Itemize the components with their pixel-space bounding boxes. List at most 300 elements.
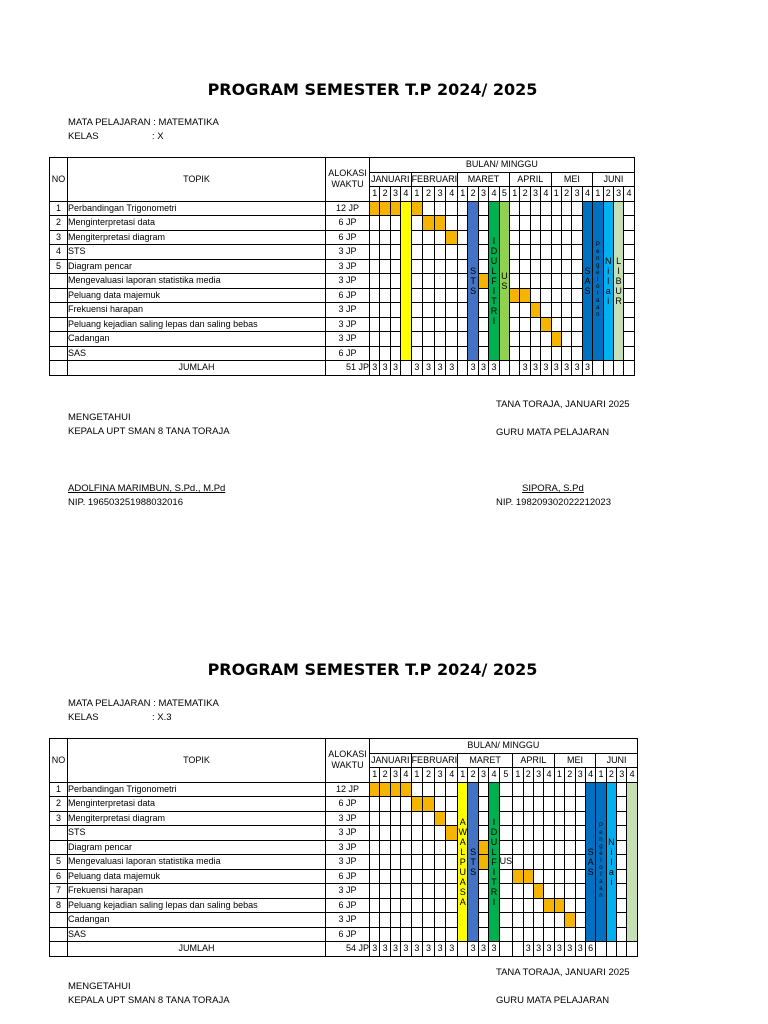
libur-column: L I B U R: [613, 201, 623, 361]
schedule-cell: [499, 898, 513, 913]
week-header: 4: [541, 187, 551, 202]
month-header: MEI: [551, 172, 593, 187]
mata-pelajaran: MATA PELAJARAN : MATEMATIKA: [68, 117, 219, 128]
table-row: [50, 811, 638, 826]
schedule-cell: [561, 201, 571, 216]
week-header: 3: [434, 187, 446, 202]
schedule-cell: [575, 898, 585, 913]
row-no: 3: [50, 811, 68, 826]
schedule-cell: [544, 826, 554, 841]
jumlah-cell: 3: [370, 942, 380, 957]
schedule-cell: [380, 346, 390, 361]
idulfitri-column: I D U L F I T R I: [489, 782, 499, 942]
week-header: 2: [423, 187, 435, 202]
jumlah-row: [50, 361, 635, 376]
table-cell: [596, 942, 606, 957]
page-title-2: PROGRAM SEMESTER T.P 2024/ 2025: [207, 660, 538, 679]
schedule-cell: [523, 927, 533, 942]
schedule-cell: [541, 317, 551, 332]
row-topik: SAS: [68, 346, 326, 361]
schedule-cell: [390, 826, 400, 841]
schedule-cell: [411, 317, 423, 332]
schedule-cell: [523, 913, 533, 928]
schedule-cell: [370, 346, 380, 361]
schedule-cell: [624, 245, 634, 260]
schedule-cell: [541, 288, 551, 303]
schedule-cell: [434, 869, 446, 884]
schedule-cell: [458, 216, 468, 231]
row-alokasi: 3 JP: [326, 332, 370, 347]
schedule-cell: [380, 884, 390, 899]
schedule-cell: [370, 317, 380, 332]
schedule-cell: [478, 797, 488, 812]
schedule-cell: [513, 826, 523, 841]
schedule-cell: [554, 884, 564, 899]
row-topik: Frekuensi harapan: [68, 303, 326, 318]
week-header: 4: [624, 187, 634, 202]
row-topik: Frekuensi harapan: [68, 884, 326, 899]
schedule-cell: [554, 840, 564, 855]
schedule-cell: [510, 346, 520, 361]
schedule-cell: [575, 826, 585, 841]
schedule-cell: [575, 855, 585, 870]
schedule-cell: [390, 884, 400, 899]
schedule-cell: [551, 288, 561, 303]
row-topik: Mengiterpretasi diagram: [68, 811, 326, 826]
week-header: 1: [554, 768, 564, 783]
schedule-cell: [520, 332, 530, 347]
schedule-cell: [510, 216, 520, 231]
schedule-cell: [499, 797, 513, 812]
schedule-cell: [380, 332, 390, 347]
pengelolaan-column: P e n g e l o l a a n: [596, 782, 606, 942]
week-header: 2: [520, 187, 530, 202]
schedule-cell: [554, 913, 564, 928]
schedule-cell: [446, 782, 458, 797]
schedule-cell: [380, 826, 390, 841]
row-no: 2: [50, 797, 68, 812]
schedule-cell: [510, 288, 520, 303]
table-row: [50, 216, 635, 231]
schedule-cell: [565, 913, 575, 928]
schedule-cell: [510, 230, 520, 245]
schedule-cell: [434, 782, 446, 797]
schedule-cell: [370, 797, 380, 812]
schedule-cell: [520, 346, 530, 361]
jumlah-cell: 3: [411, 942, 423, 957]
month-header: MARET: [458, 753, 513, 768]
row-topik: Menginterpretasi data: [68, 797, 326, 812]
schedule-cell: [544, 927, 554, 942]
schedule-cell: [390, 346, 400, 361]
schedule-cell: [499, 782, 513, 797]
schedule-cell: [617, 913, 627, 928]
schedule-cell: [530, 317, 540, 332]
week-header: 3: [478, 187, 488, 202]
table-cell: [50, 942, 68, 957]
week-header: 4: [585, 768, 595, 783]
week-header: 2: [423, 768, 435, 783]
schedule-cell: [434, 927, 446, 942]
schedule-cell: [478, 201, 488, 216]
schedule-cell: [530, 303, 540, 318]
row-alokasi: 3 JP: [326, 855, 370, 870]
row-alokasi: 3 JP: [326, 840, 370, 855]
schedule-cell: [458, 317, 468, 332]
schedule-cell: [411, 274, 423, 289]
nilai-column: N i l a i: [603, 201, 613, 361]
month-header: FEBRUARI: [411, 753, 458, 768]
week-header: 3: [390, 187, 400, 202]
jumlah-cell: [499, 942, 513, 957]
jumlah-cell: 3: [489, 361, 499, 376]
jumlah-cell: 3: [551, 361, 561, 376]
jumlah-cell: [510, 361, 520, 376]
jumlah-cell: 3: [572, 361, 582, 376]
col-no-header: NO: [50, 739, 68, 783]
schedule-cell: [530, 274, 540, 289]
table-row: [50, 898, 638, 913]
schedule-cell: [423, 898, 435, 913]
schedule-cell: [446, 855, 458, 870]
schedule-cell: [390, 855, 400, 870]
schedule-cell: [523, 826, 533, 841]
schedule-cell: [458, 288, 468, 303]
schedule-cell: [544, 782, 554, 797]
schedule-cell: [370, 840, 380, 855]
schedule-cell: [446, 797, 458, 812]
signature-left: MENGETAHUI KEPALA UPT SMAN 8 TANA TORAJA: [68, 412, 230, 437]
schedule-cell: [513, 884, 523, 899]
week-header: 1: [370, 187, 380, 202]
schedule-cell: [478, 913, 488, 928]
page-title: PROGRAM SEMESTER T.P 2024/ 2025: [207, 80, 538, 99]
schedule-cell: [446, 230, 458, 245]
schedule-cell: [390, 259, 400, 274]
row-topik: Cadangan: [68, 913, 326, 928]
schedule-cell: [446, 288, 458, 303]
schedule-cell: [458, 274, 468, 289]
schedule-cell: [478, 811, 488, 826]
row-topik: Mengevaluasi laporan statistika media: [68, 855, 326, 870]
table-row: [50, 259, 635, 274]
table-row: [50, 303, 635, 318]
month-header: MEI: [554, 753, 596, 768]
schedule-cell: [411, 840, 423, 855]
schedule-cell: [370, 782, 380, 797]
col-alokasi-header: ALOKASI WAKTU: [326, 158, 370, 202]
schedule-cell: [530, 216, 540, 231]
row-no: [50, 288, 68, 303]
schedule-cell: [554, 811, 564, 826]
schedule-cell: [544, 811, 554, 826]
schedule-cell: [401, 797, 411, 812]
schedule-cell: [520, 230, 530, 245]
schedule-cell: [401, 782, 411, 797]
jumlah-cell: 6: [585, 942, 595, 957]
schedule-cell: [478, 869, 488, 884]
jumlah-cell: 3: [423, 361, 435, 376]
schedule-cell: [411, 797, 423, 812]
schedule-cell: [370, 201, 380, 216]
table-row: [50, 782, 638, 797]
awal-puasa-column: A W A L P U A S A: [458, 782, 468, 942]
week-header: 3: [533, 768, 543, 783]
schedule-cell: [551, 201, 561, 216]
month-header: JANUARI: [370, 753, 412, 768]
schedule-cell: [458, 303, 468, 318]
schedule-cell: [390, 216, 400, 231]
schedule-cell: [423, 201, 435, 216]
row-alokasi: 12 JP: [326, 782, 370, 797]
schedule-cell: [434, 317, 446, 332]
schedule-cell: [533, 898, 543, 913]
schedule-cell: [510, 303, 520, 318]
jumlah-cell: 3: [390, 942, 400, 957]
schedule-cell: [551, 274, 561, 289]
schedule-table-2: [49, 738, 638, 957]
week-header: 1: [411, 187, 423, 202]
schedule-cell: [434, 797, 446, 812]
schedule-cell: [446, 840, 458, 855]
schedule-cell: [554, 927, 564, 942]
schedule-cell: [561, 317, 571, 332]
schedule-cell: [380, 782, 390, 797]
schedule-cell: [390, 898, 400, 913]
table-row: [50, 317, 635, 332]
schedule-cell: [423, 797, 435, 812]
month-header: JUNI: [596, 753, 638, 768]
schedule-cell: [434, 274, 446, 289]
schedule-cell: [401, 826, 411, 841]
schedule-cell: [513, 927, 523, 942]
schedule-cell: [411, 811, 423, 826]
week-header: 1: [458, 187, 468, 202]
schedule-cell: [565, 826, 575, 841]
schedule-cell: [523, 884, 533, 899]
row-no: [50, 317, 68, 332]
schedule-cell: [554, 898, 564, 913]
schedule-cell: [533, 869, 543, 884]
schedule-cell: [624, 230, 634, 245]
schedule-cell: [390, 274, 400, 289]
row-no: 7: [50, 884, 68, 899]
schedule-cell: [390, 303, 400, 318]
sts-column: S T S: [468, 201, 478, 361]
schedule-cell: [434, 201, 446, 216]
row-topik: STS: [68, 826, 326, 841]
schedule-cell: [411, 884, 423, 899]
schedule-cell: [380, 230, 390, 245]
col-topik-header: TOPIK: [68, 158, 326, 202]
week-header: 1: [593, 187, 603, 202]
schedule-cell: [380, 811, 390, 826]
schedule-cell: [478, 826, 488, 841]
schedule-cell: [380, 898, 390, 913]
schedule-cell: [510, 332, 520, 347]
row-alokasi: 3 JP: [326, 317, 370, 332]
week-header: 2: [468, 187, 478, 202]
schedule-cell: [624, 317, 634, 332]
schedule-cell: [380, 303, 390, 318]
schedule-cell: [370, 274, 380, 289]
kelas: KELAS : X: [68, 131, 164, 142]
schedule-cell: [575, 927, 585, 942]
schedule-cell: [554, 782, 564, 797]
schedule-cell: [380, 216, 390, 231]
schedule-cell: [423, 332, 435, 347]
week-header: 1: [510, 187, 520, 202]
schedule-cell: [520, 317, 530, 332]
schedule-cell: [390, 782, 400, 797]
us-label: US: [499, 856, 513, 867]
table-row: [50, 201, 635, 216]
schedule-cell: [478, 259, 488, 274]
row-no: 1: [50, 782, 68, 797]
schedule-cell: [434, 346, 446, 361]
table-cell: [627, 942, 637, 957]
schedule-cell: [551, 245, 561, 260]
schedule-cell: [572, 346, 582, 361]
schedule-cell: [401, 855, 411, 870]
schedule-cell: [523, 782, 533, 797]
week-header: 4: [489, 768, 499, 783]
schedule-cell: [561, 230, 571, 245]
jumlah-cell: 3: [478, 361, 488, 376]
schedule-cell: [390, 797, 400, 812]
schedule-cell: [624, 274, 634, 289]
jumlah-cell: 3: [523, 942, 533, 957]
week-header: 3: [530, 187, 540, 202]
table-cell: [624, 361, 634, 376]
schedule-cell: [520, 274, 530, 289]
schedule-cell: [544, 797, 554, 812]
schedule-cell: [370, 332, 380, 347]
table-cell: [603, 361, 613, 376]
schedule-cell: [423, 782, 435, 797]
jumlah-cell: [513, 942, 523, 957]
schedule-cell: [617, 840, 627, 855]
schedule-cell: [370, 913, 380, 928]
meta-block-2: [68, 697, 219, 725]
table-row: [50, 913, 638, 928]
jumlah-cell: 3: [423, 942, 435, 957]
row-topik: Peluang kejadian saling lepas dan saling bebas: [68, 898, 326, 913]
schedule-cell: [513, 797, 523, 812]
schedule-cell: [434, 259, 446, 274]
month-header: MARET: [458, 172, 510, 187]
schedule-cell: [510, 245, 520, 260]
schedule-cell: [390, 927, 400, 942]
schedule-cell: [423, 927, 435, 942]
schedule-cell: [478, 898, 488, 913]
schedule-cell: [530, 201, 540, 216]
schedule-cell: [411, 782, 423, 797]
schedule-cell: [572, 245, 582, 260]
schedule-cell: [401, 898, 411, 913]
signature-left-2: MENGETAHUI KEPALA UPT SMAN 8 TANA TORAJA: [68, 981, 230, 1006]
schedule-cell: [575, 884, 585, 899]
schedule-cell: [401, 913, 411, 928]
schedule-cell: [523, 869, 533, 884]
schedule-cell: [434, 913, 446, 928]
week-header: 4: [544, 768, 554, 783]
schedule-cell: [446, 811, 458, 826]
jumlah-cell: 3: [401, 942, 411, 957]
jumlah-cell: 3: [561, 361, 571, 376]
schedule-cell: [434, 245, 446, 260]
schedule-cell: [565, 855, 575, 870]
schedule-cell: [434, 216, 446, 231]
schedule-cell: [523, 811, 533, 826]
month-header: JANUARI: [370, 172, 412, 187]
schedule-cell: [478, 303, 488, 318]
week-header: 1: [596, 768, 606, 783]
schedule-cell: [530, 230, 540, 245]
week-header: 3: [390, 768, 400, 783]
schedule-cell: [423, 826, 435, 841]
schedule-cell: [401, 884, 411, 899]
table-row: [50, 869, 638, 884]
schedule-cell: [478, 216, 488, 231]
schedule-cell: [541, 245, 551, 260]
schedule-cell: [499, 884, 513, 899]
row-alokasi: 6 JP: [326, 216, 370, 231]
schedule-cell: [530, 259, 540, 274]
us-column: U S: [499, 201, 509, 361]
schedule-cell: [565, 797, 575, 812]
row-alokasi: 6 JP: [326, 869, 370, 884]
jumlah-cell: 3: [575, 942, 585, 957]
schedule-cell: [434, 855, 446, 870]
schedule-cell: [617, 898, 627, 913]
jumlah-cell: 3: [541, 361, 551, 376]
kelas: KELAS : X.3: [68, 712, 172, 723]
schedule-cell: [370, 927, 380, 942]
schedule-cell: [370, 245, 380, 260]
week-header: 3: [478, 768, 488, 783]
table-row: [50, 884, 638, 899]
week-header: 3: [575, 768, 585, 783]
schedule-cell: [572, 216, 582, 231]
schedule-cell: [458, 201, 468, 216]
month-header: FEBRUARI: [411, 172, 458, 187]
kepala-signature-name: ADOLFINA MARIMBUN, S.Pd., M.Pd NIP. 196503251988032016: [68, 483, 226, 508]
week-header: 1: [551, 187, 561, 202]
schedule-cell: [533, 884, 543, 899]
meta-block: [68, 116, 219, 144]
week-header: 1: [411, 768, 423, 783]
schedule-cell: [624, 346, 634, 361]
schedule-cell: [380, 317, 390, 332]
schedule-cell: [541, 216, 551, 231]
jumlah-cell: 3: [390, 361, 400, 376]
schedule-cell: [510, 274, 520, 289]
schedule-cell: [575, 782, 585, 797]
schedule-cell: [390, 869, 400, 884]
schedule-cell: [401, 927, 411, 942]
schedule-cell: [561, 274, 571, 289]
col-alokasi-header: ALOKASI WAKTU: [326, 739, 370, 783]
schedule-cell: [446, 927, 458, 942]
schedule-cell: [380, 274, 390, 289]
schedule-cell: [523, 898, 533, 913]
schedule-cell: [572, 288, 582, 303]
schedule-cell: [390, 811, 400, 826]
schedule-cell: [565, 884, 575, 899]
schedule-cell: [520, 259, 530, 274]
schedule-cell: [370, 811, 380, 826]
